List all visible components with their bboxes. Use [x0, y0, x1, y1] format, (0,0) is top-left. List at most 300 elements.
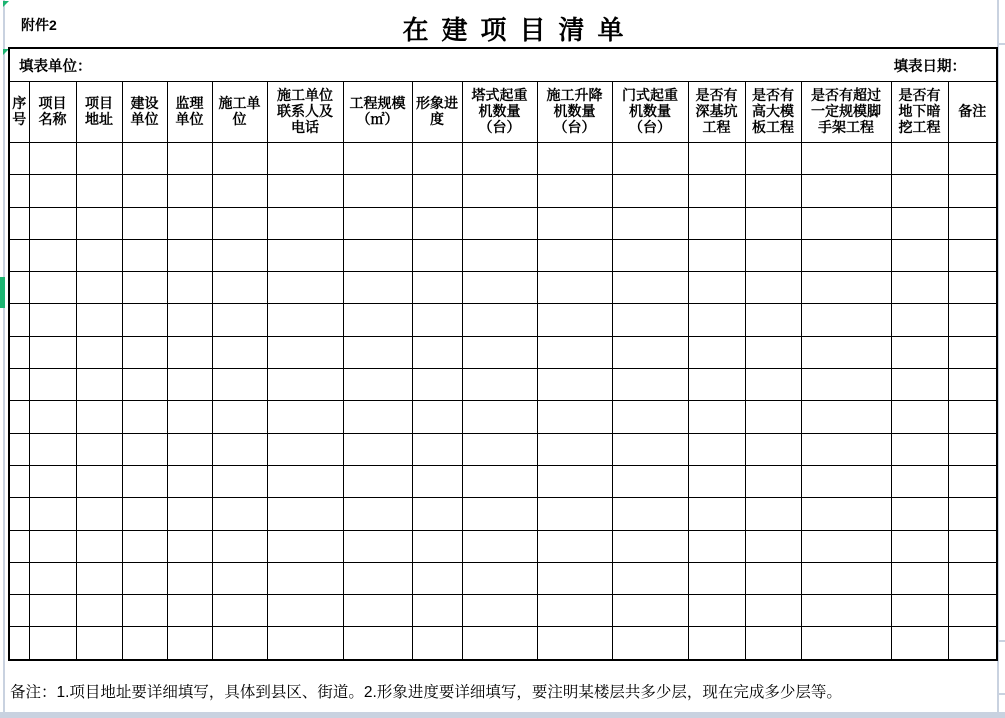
table-cell[interactable]: [948, 272, 997, 304]
table-cell[interactable]: [9, 239, 29, 271]
table-cell[interactable]: [412, 336, 462, 368]
table-cell[interactable]: [343, 433, 412, 465]
table-cell[interactable]: [343, 304, 412, 336]
table-cell[interactable]: [76, 143, 122, 175]
table-cell[interactable]: [343, 369, 412, 401]
table-cell[interactable]: [612, 304, 688, 336]
table-cell[interactable]: [537, 562, 612, 594]
table-cell[interactable]: [212, 239, 267, 271]
table-cell[interactable]: [688, 143, 745, 175]
table-cell[interactable]: [9, 498, 29, 530]
table-cell[interactable]: [122, 498, 167, 530]
table-cell[interactable]: [212, 465, 267, 497]
table-cell[interactable]: [462, 336, 537, 368]
table-cell[interactable]: [122, 272, 167, 304]
table-cell[interactable]: [612, 369, 688, 401]
table-cell[interactable]: [9, 530, 29, 562]
column-header-1[interactable]: 项目名称: [29, 82, 76, 143]
table-cell[interactable]: [9, 272, 29, 304]
column-header-4[interactable]: 监理单位: [167, 82, 212, 143]
table-cell[interactable]: [801, 530, 891, 562]
sheet-gridline-bottom: [0, 712, 1005, 718]
table-cell[interactable]: [267, 336, 343, 368]
table-cell[interactable]: [122, 401, 167, 433]
table-cell[interactable]: [537, 304, 612, 336]
table-cell[interactable]: [76, 175, 122, 207]
table-cell[interactable]: [801, 369, 891, 401]
table-cell[interactable]: [537, 595, 612, 627]
table-cell[interactable]: [948, 562, 997, 594]
table-cell[interactable]: [167, 304, 212, 336]
table-cell[interactable]: [801, 433, 891, 465]
table-cell[interactable]: [343, 239, 412, 271]
table-cell[interactable]: [9, 175, 29, 207]
column-header-15[interactable]: 是否有地下暗挖工程: [891, 82, 948, 143]
table-cell[interactable]: [537, 465, 612, 497]
table-cell[interactable]: [612, 498, 688, 530]
table-cell[interactable]: [212, 336, 267, 368]
table-cell[interactable]: [122, 433, 167, 465]
table-cell[interactable]: [745, 562, 801, 594]
table-cell[interactable]: [76, 272, 122, 304]
table-cell[interactable]: [537, 369, 612, 401]
table-cell[interactable]: [212, 562, 267, 594]
table-cell[interactable]: [537, 433, 612, 465]
table-cell[interactable]: [948, 369, 997, 401]
table-cell[interactable]: [412, 530, 462, 562]
table-cell[interactable]: [122, 465, 167, 497]
table-cell[interactable]: [29, 239, 76, 271]
table-cell[interactable]: [212, 143, 267, 175]
table-cell[interactable]: [122, 239, 167, 271]
table-cell[interactable]: [29, 369, 76, 401]
table-cell[interactable]: [76, 498, 122, 530]
column-header-8[interactable]: 形象进度: [412, 82, 462, 143]
table-cell[interactable]: [29, 530, 76, 562]
column-header-7[interactable]: 工程规模（㎡）: [343, 82, 412, 143]
table-cell[interactable]: [891, 272, 948, 304]
table-cell[interactable]: [891, 627, 948, 660]
table-cell[interactable]: [537, 627, 612, 660]
table-cell[interactable]: [343, 562, 412, 594]
table-cell[interactable]: [412, 498, 462, 530]
table-cell[interactable]: [948, 595, 997, 627]
table-cell[interactable]: [29, 175, 76, 207]
table-cell[interactable]: [29, 627, 76, 660]
table-cell[interactable]: [462, 143, 537, 175]
table-cell[interactable]: [948, 401, 997, 433]
table-cell[interactable]: [343, 627, 412, 660]
table-cell[interactable]: [801, 401, 891, 433]
table-cell[interactable]: [801, 175, 891, 207]
table-cell[interactable]: [891, 239, 948, 271]
table-cell[interactable]: [29, 595, 76, 627]
table-cell[interactable]: [343, 595, 412, 627]
table-cell[interactable]: [745, 369, 801, 401]
table-cell[interactable]: [267, 369, 343, 401]
table-cell[interactable]: [688, 433, 745, 465]
table-cell[interactable]: [612, 207, 688, 239]
column-header-3[interactable]: 建设单位: [122, 82, 167, 143]
table-cell[interactable]: [688, 272, 745, 304]
table-cell[interactable]: [412, 595, 462, 627]
table-cell[interactable]: [267, 595, 343, 627]
table-cell[interactable]: [29, 207, 76, 239]
table-cell[interactable]: [212, 272, 267, 304]
table-cell[interactable]: [948, 465, 997, 497]
table-cell[interactable]: [688, 369, 745, 401]
table-cell[interactable]: [76, 433, 122, 465]
table-cell[interactable]: [948, 433, 997, 465]
table-cell[interactable]: [688, 175, 745, 207]
table-cell[interactable]: [745, 336, 801, 368]
table-cell[interactable]: [745, 401, 801, 433]
table-cell[interactable]: [891, 143, 948, 175]
table-cell[interactable]: [745, 143, 801, 175]
table-cell[interactable]: [891, 175, 948, 207]
table-cell[interactable]: [167, 207, 212, 239]
table-cell[interactable]: [167, 143, 212, 175]
table-cell[interactable]: [412, 562, 462, 594]
table-cell[interactable]: [745, 595, 801, 627]
table-cell[interactable]: [212, 530, 267, 562]
table-cell[interactable]: [412, 175, 462, 207]
table-cell[interactable]: [29, 336, 76, 368]
table-cell[interactable]: [76, 401, 122, 433]
table-cell[interactable]: [267, 272, 343, 304]
table-cell[interactable]: [612, 272, 688, 304]
table-cell[interactable]: [612, 530, 688, 562]
table-cell[interactable]: [343, 175, 412, 207]
table-cell[interactable]: [9, 207, 29, 239]
table-cell[interactable]: [167, 401, 212, 433]
table-cell[interactable]: [29, 498, 76, 530]
table-cell[interactable]: [612, 595, 688, 627]
table-cell[interactable]: [343, 143, 412, 175]
table-cell[interactable]: [688, 401, 745, 433]
table-cell[interactable]: [343, 207, 412, 239]
table-cell[interactable]: [745, 239, 801, 271]
table-cell[interactable]: [412, 401, 462, 433]
table-cell[interactable]: [745, 175, 801, 207]
table-cell[interactable]: [612, 143, 688, 175]
table-cell[interactable]: [412, 465, 462, 497]
table-row: [9, 465, 997, 497]
table-cell[interactable]: [412, 207, 462, 239]
table-cell[interactable]: [462, 562, 537, 594]
table-cell[interactable]: [29, 465, 76, 497]
table-cell[interactable]: [122, 175, 167, 207]
table-cell[interactable]: [462, 272, 537, 304]
table-cell[interactable]: [267, 401, 343, 433]
table-cell[interactable]: [267, 465, 343, 497]
table-row: [9, 530, 997, 562]
table-cell[interactable]: [9, 143, 29, 175]
table-row: [9, 207, 997, 239]
table-cell[interactable]: [29, 562, 76, 594]
table-cell[interactable]: [267, 433, 343, 465]
table-cell[interactable]: [891, 595, 948, 627]
table-cell[interactable]: [412, 143, 462, 175]
table-cell[interactable]: [412, 369, 462, 401]
table-cell[interactable]: [212, 498, 267, 530]
column-header-16[interactable]: 备注: [948, 82, 997, 143]
table-cell[interactable]: [167, 595, 212, 627]
table-cell[interactable]: [801, 562, 891, 594]
table-cell[interactable]: [212, 595, 267, 627]
table-cell[interactable]: [76, 627, 122, 660]
table-cell[interactable]: [891, 336, 948, 368]
table-cell[interactable]: [9, 433, 29, 465]
table-cell[interactable]: [122, 369, 167, 401]
table-cell[interactable]: [801, 465, 891, 497]
table-cell[interactable]: [462, 433, 537, 465]
table-cell[interactable]: [412, 433, 462, 465]
table-cell[interactable]: [267, 175, 343, 207]
table-cell[interactable]: [122, 304, 167, 336]
table-cell[interactable]: [9, 595, 29, 627]
table-cell[interactable]: [462, 401, 537, 433]
fill-info-row: [9, 48, 997, 82]
table-cell[interactable]: [537, 530, 612, 562]
table-cell[interactable]: [76, 562, 122, 594]
table-cell[interactable]: [76, 336, 122, 368]
table-cell[interactable]: [688, 595, 745, 627]
table-cell[interactable]: [948, 175, 997, 207]
table-cell[interactable]: [267, 239, 343, 271]
table-cell[interactable]: [462, 207, 537, 239]
table-cell[interactable]: [212, 369, 267, 401]
table-cell[interactable]: [167, 465, 212, 497]
table-cell[interactable]: [612, 401, 688, 433]
table-cell[interactable]: [76, 304, 122, 336]
table-cell[interactable]: [891, 530, 948, 562]
table-cell[interactable]: [76, 530, 122, 562]
table-cell[interactable]: [891, 562, 948, 594]
table-cell[interactable]: [267, 143, 343, 175]
table-cell[interactable]: [412, 627, 462, 660]
table-cell[interactable]: [891, 498, 948, 530]
table-cell[interactable]: [267, 207, 343, 239]
table-cell[interactable]: [612, 239, 688, 271]
table-cell[interactable]: [267, 530, 343, 562]
table-cell[interactable]: [167, 627, 212, 660]
table-cell[interactable]: [167, 239, 212, 271]
table-cell[interactable]: [745, 207, 801, 239]
fill-info-cell[interactable]: [9, 48, 997, 82]
table-cell[interactable]: [343, 530, 412, 562]
table-cell[interactable]: [212, 175, 267, 207]
table-cell[interactable]: [688, 239, 745, 271]
table-cell[interactable]: [412, 272, 462, 304]
table-cell[interactable]: [9, 627, 29, 660]
table-cell[interactable]: [948, 498, 997, 530]
table-cell[interactable]: [167, 498, 212, 530]
table-cell[interactable]: [801, 304, 891, 336]
column-header-13[interactable]: 是否有高大模板工程: [745, 82, 801, 143]
table-cell[interactable]: [612, 175, 688, 207]
table-cell[interactable]: [612, 433, 688, 465]
table-cell[interactable]: [267, 562, 343, 594]
table-cell[interactable]: [462, 627, 537, 660]
table-cell[interactable]: [343, 401, 412, 433]
table-cell[interactable]: [688, 627, 745, 660]
table-row: [9, 562, 997, 594]
table-cell[interactable]: [612, 562, 688, 594]
table-cell[interactable]: [745, 465, 801, 497]
column-header-2[interactable]: 项目地址: [76, 82, 122, 143]
column-header-6[interactable]: 施工单位联系人及电话: [267, 82, 343, 143]
table-cell[interactable]: [29, 401, 76, 433]
table-cell[interactable]: [891, 401, 948, 433]
table-cell[interactable]: [948, 207, 997, 239]
table-cell[interactable]: [891, 207, 948, 239]
table-cell[interactable]: [76, 239, 122, 271]
table-cell[interactable]: [29, 143, 76, 175]
table-cell[interactable]: [167, 530, 212, 562]
table-cell[interactable]: [801, 336, 891, 368]
table-cell[interactable]: [212, 433, 267, 465]
table-cell[interactable]: [891, 304, 948, 336]
sheet-gridline-left: [3, 0, 5, 718]
attachment-label: 附件2: [21, 17, 57, 33]
table-cell[interactable]: [29, 304, 76, 336]
table-cell[interactable]: [9, 562, 29, 594]
table-cell[interactable]: [537, 272, 612, 304]
table-cell[interactable]: [948, 530, 997, 562]
table-cell[interactable]: [688, 498, 745, 530]
table-cell[interactable]: [462, 595, 537, 627]
table-cell[interactable]: [462, 369, 537, 401]
table-cell[interactable]: [891, 369, 948, 401]
table-cell[interactable]: [801, 627, 891, 660]
table-cell[interactable]: [167, 336, 212, 368]
table-cell[interactable]: [801, 595, 891, 627]
table-cell[interactable]: [745, 530, 801, 562]
table-cell[interactable]: [688, 465, 745, 497]
table-cell[interactable]: [122, 207, 167, 239]
table-cell[interactable]: [76, 207, 122, 239]
table-cell[interactable]: [745, 304, 801, 336]
table-cell[interactable]: [537, 175, 612, 207]
table-cell[interactable]: [537, 239, 612, 271]
table-cell[interactable]: [76, 595, 122, 627]
table-cell[interactable]: [745, 627, 801, 660]
table-cell[interactable]: [76, 369, 122, 401]
table-cell[interactable]: [462, 530, 537, 562]
column-header-11[interactable]: 门式起重机数量（台）: [612, 82, 688, 143]
table-cell[interactable]: [745, 498, 801, 530]
table-cell[interactable]: [122, 530, 167, 562]
table-cell[interactable]: [688, 207, 745, 239]
table-cell[interactable]: [9, 465, 29, 497]
table-cell[interactable]: [343, 272, 412, 304]
table-cell[interactable]: [29, 433, 76, 465]
table-cell[interactable]: [688, 562, 745, 594]
column-header-12[interactable]: 是否有深基坑工程: [688, 82, 745, 143]
table-cell[interactable]: [688, 304, 745, 336]
table-cell[interactable]: [343, 498, 412, 530]
table-cell[interactable]: [801, 143, 891, 175]
table-cell[interactable]: [537, 401, 612, 433]
table-cell[interactable]: [462, 239, 537, 271]
table-cell[interactable]: [948, 239, 997, 271]
column-header-0[interactable]: 序号: [9, 82, 29, 143]
table-cell[interactable]: [462, 498, 537, 530]
table-cell[interactable]: [891, 433, 948, 465]
table-cell[interactable]: [688, 336, 745, 368]
table-cell[interactable]: [29, 272, 76, 304]
table-cell[interactable]: [537, 498, 612, 530]
table-cell[interactable]: [343, 336, 412, 368]
table-cell[interactable]: [9, 304, 29, 336]
table-cell[interactable]: [537, 143, 612, 175]
table-cell[interactable]: [688, 530, 745, 562]
table-cell[interactable]: [462, 175, 537, 207]
table-cell[interactable]: [948, 143, 997, 175]
table-cell[interactable]: [801, 207, 891, 239]
table-cell[interactable]: [412, 239, 462, 271]
table-cell[interactable]: [122, 143, 167, 175]
table-cell[interactable]: [122, 562, 167, 594]
table-cell[interactable]: [612, 465, 688, 497]
table-cell[interactable]: [412, 304, 462, 336]
table-cell[interactable]: [9, 401, 29, 433]
table-cell[interactable]: [122, 336, 167, 368]
column-header-10[interactable]: 施工升降机数量（台）: [537, 82, 612, 143]
table-cell[interactable]: [122, 627, 167, 660]
table-cell[interactable]: [948, 627, 997, 660]
table-cell[interactable]: [948, 336, 997, 368]
table-cell[interactable]: [801, 239, 891, 271]
column-header-14[interactable]: 是否有超过一定规模脚手架工程: [801, 82, 891, 143]
table-cell[interactable]: [9, 336, 29, 368]
column-header-5[interactable]: 施工单位: [212, 82, 267, 143]
table-row: [9, 175, 997, 207]
table-cell[interactable]: [267, 627, 343, 660]
table-cell[interactable]: [167, 562, 212, 594]
table-cell[interactable]: [801, 498, 891, 530]
table-cell[interactable]: [267, 304, 343, 336]
table-cell[interactable]: [122, 595, 167, 627]
table-cell[interactable]: [612, 627, 688, 660]
table-cell[interactable]: [343, 465, 412, 497]
table-cell[interactable]: [745, 272, 801, 304]
table-cell[interactable]: [267, 498, 343, 530]
table-cell[interactable]: [9, 369, 29, 401]
table-cell[interactable]: [462, 465, 537, 497]
table-cell[interactable]: [462, 304, 537, 336]
table-cell[interactable]: [212, 207, 267, 239]
table-cell[interactable]: [76, 465, 122, 497]
table-cell[interactable]: [167, 369, 212, 401]
table-cell[interactable]: [212, 627, 267, 660]
table-cell[interactable]: [948, 304, 997, 336]
table-cell[interactable]: [212, 304, 267, 336]
table-cell[interactable]: [891, 465, 948, 497]
table-cell[interactable]: [167, 175, 212, 207]
column-header-9[interactable]: 塔式起重机数量（台）: [462, 82, 537, 143]
table-cell[interactable]: [801, 272, 891, 304]
table-cell[interactable]: [167, 272, 212, 304]
table-cell[interactable]: [212, 401, 267, 433]
table-cell[interactable]: [612, 336, 688, 368]
table-cell[interactable]: [537, 207, 612, 239]
table-cell[interactable]: [537, 336, 612, 368]
table-cell[interactable]: [745, 433, 801, 465]
project-table: [8, 47, 998, 661]
table-cell[interactable]: [167, 433, 212, 465]
